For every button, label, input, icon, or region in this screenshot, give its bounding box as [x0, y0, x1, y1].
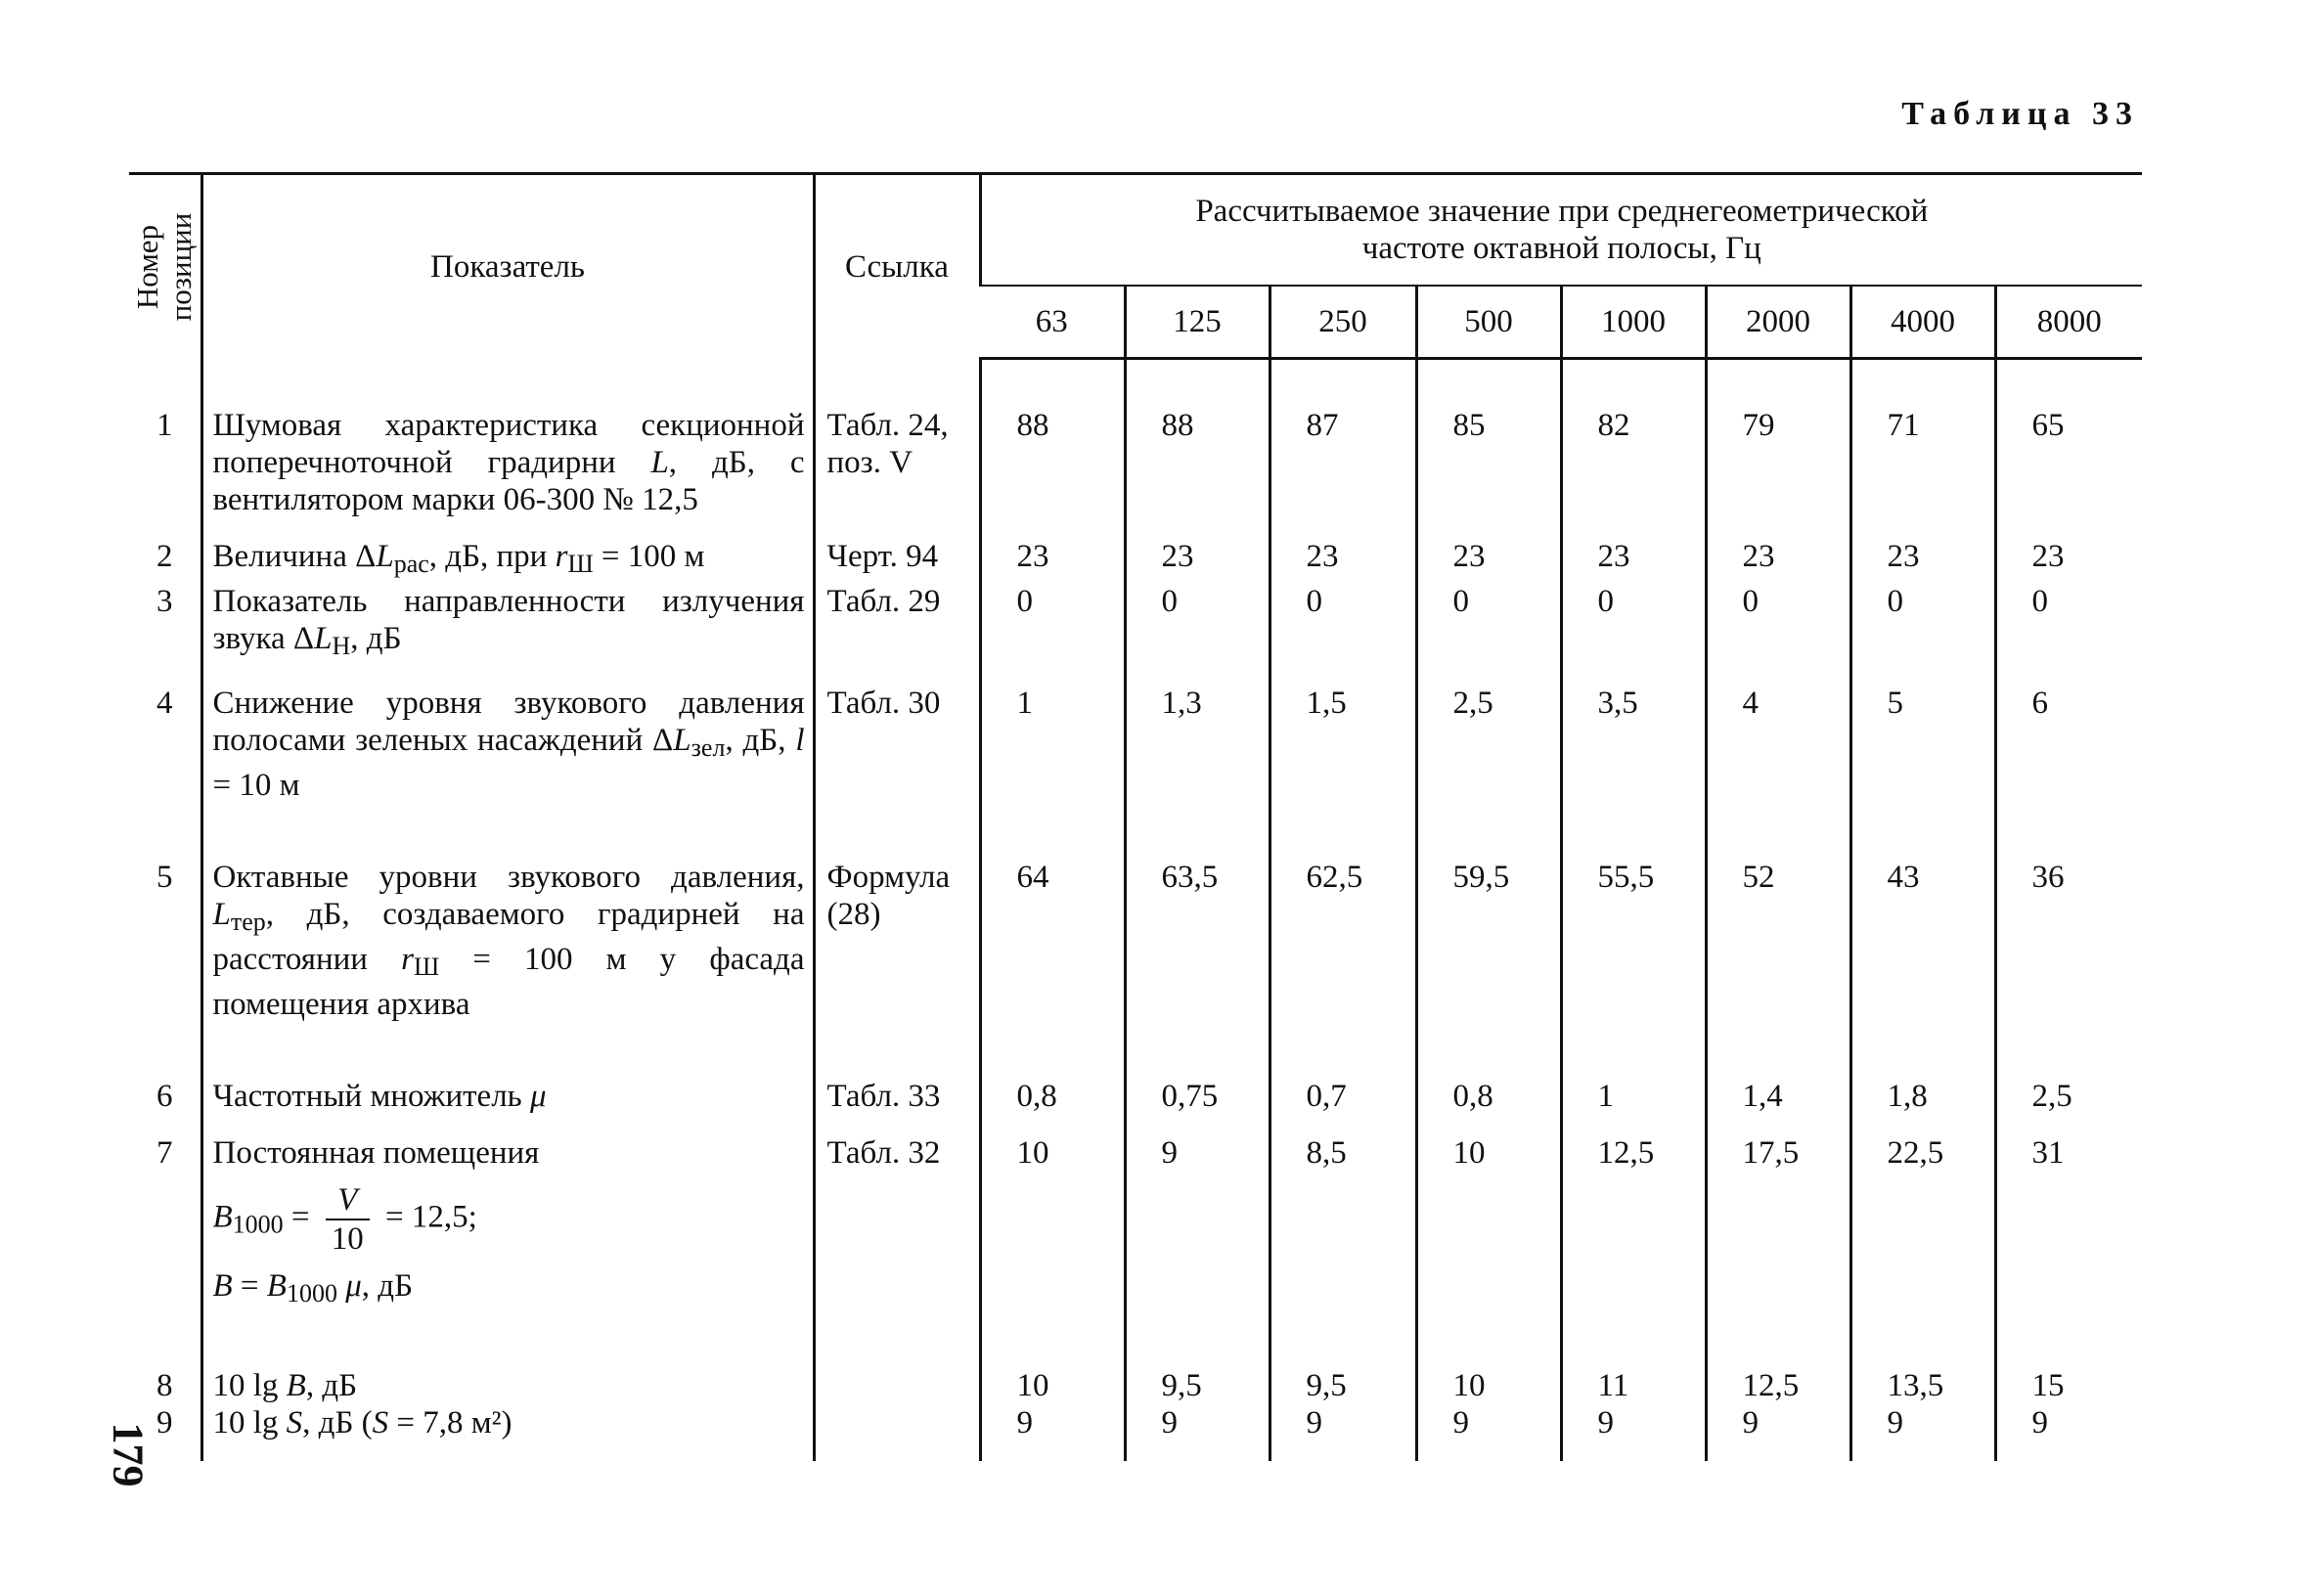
- row-value: 0,7: [1270, 1078, 1416, 1134]
- row-value: 10: [1416, 1134, 1561, 1367]
- row-value: 0: [1561, 583, 1706, 685]
- row-value: 22,5: [1850, 1134, 1995, 1367]
- table-row: [129, 1367, 2142, 1404]
- row-value: 11: [1561, 1367, 1706, 1404]
- row-value: 4: [1706, 685, 1850, 859]
- header-reference: Ссылка: [814, 174, 980, 359]
- table-row: [129, 685, 2142, 859]
- row-value: 9: [1850, 1404, 1995, 1461]
- table-row: [129, 1078, 2142, 1134]
- row-value: 1,8: [1850, 1078, 1995, 1134]
- row-number: 7: [156, 1135, 173, 1171]
- row-number: 5: [156, 860, 173, 895]
- row-value: 0: [1125, 583, 1270, 685]
- row-value: 64: [980, 859, 1125, 1078]
- row-value: 0: [1706, 583, 1850, 685]
- row-value: 1: [980, 685, 1125, 859]
- row-indicator: Показатель направленности излучения звука $\Delta L_Н$, дБ: [201, 583, 814, 685]
- row-value: 85: [1416, 407, 1561, 538]
- row-value: 59,5: [1416, 859, 1561, 1078]
- table-row: [129, 538, 2142, 583]
- header-indicator: Показатель: [201, 174, 814, 359]
- row-reference: Формула (28): [814, 859, 980, 1078]
- row-reference: Табл. 30: [814, 685, 980, 859]
- row-value: 2,5: [1416, 685, 1561, 859]
- row-reference: Табл. 33: [814, 1078, 980, 1134]
- row-indicator: Снижение уровня звукового давления полосами зеленых насаждений $\Delta L_{зел}$, дБ, l = 10 м: [201, 685, 814, 859]
- row-number: 2: [156, 539, 173, 574]
- row-indicator: Частотный множитель μ: [201, 1078, 814, 1134]
- table-row: [129, 1134, 2142, 1367]
- row-value: 8,5: [1270, 1134, 1416, 1367]
- header-freq: 250: [1270, 286, 1416, 359]
- row-value: 36: [1995, 859, 2142, 1078]
- row-value: 10: [980, 1367, 1125, 1404]
- row-value: 23: [980, 538, 1125, 583]
- row-value: 17,5: [1706, 1134, 1850, 1367]
- header-freq: 1000: [1561, 286, 1706, 359]
- row-indicator: Постоянная помещения $B_{1000}$ = $\frac{V}{10}$ = 12,5; $B = B_{1000}$ μ, дБ: [201, 1134, 814, 1367]
- row-value: 65: [1995, 407, 2142, 538]
- row-value: 87: [1270, 407, 1416, 538]
- row-value: 0: [980, 583, 1125, 685]
- row-value: 23: [1850, 538, 1995, 583]
- row-indicator: 10 lg S, дБ (S = 7,8 м²): [201, 1404, 814, 1461]
- row-value: 9: [1995, 1404, 2142, 1461]
- row-number: 6: [156, 1079, 173, 1114]
- row-value: 0: [1850, 583, 1995, 685]
- header-num-line2: позиции: [163, 212, 199, 322]
- table-header: [129, 174, 2142, 359]
- header-freq: 8000: [1995, 286, 2142, 359]
- octave-band-table: [129, 172, 2142, 1461]
- row-value: 23: [1706, 538, 1850, 583]
- table-title: Таблица 33: [1901, 96, 2139, 132]
- row-number: 8: [156, 1368, 173, 1403]
- row-value: 82: [1561, 407, 1706, 538]
- row-value: 23: [1561, 538, 1706, 583]
- header-group-line1: Рассчитываемое значение при среднегеометрической: [1195, 194, 1929, 229]
- header-freq: 4000: [1850, 286, 1995, 359]
- row-number: 1: [156, 408, 173, 443]
- header-frequency-group: [980, 174, 2142, 287]
- row-value: 9: [1125, 1404, 1270, 1461]
- row-value: 23: [1995, 538, 2142, 583]
- row-reference: [814, 1367, 980, 1404]
- row-value: 23: [1125, 538, 1270, 583]
- row-value: 0,8: [1416, 1078, 1561, 1134]
- row-value: 71: [1850, 407, 1995, 538]
- row-value: 12,5: [1561, 1134, 1706, 1367]
- table-row: [129, 1404, 2142, 1461]
- row-number: 9: [156, 1405, 173, 1441]
- header-position-number: [129, 174, 201, 359]
- row-value: 62,5: [1270, 859, 1416, 1078]
- row-reference: Табл. 29: [814, 583, 980, 685]
- table-row: [129, 407, 2142, 538]
- row-value: 63,5: [1125, 859, 1270, 1078]
- row-value: 2,5: [1995, 1078, 2142, 1134]
- row-value: 23: [1416, 538, 1561, 583]
- header-freq: 63: [980, 286, 1125, 359]
- row-value: 88: [980, 407, 1125, 538]
- row-value: 0,75: [1125, 1078, 1270, 1134]
- row-indicator: Октавные уровни звукового давления, $L_{тер}$, дБ, создаваемого градирней на расстоянии $r_Ш = 100$ м у фасада помещения архива: [201, 859, 814, 1078]
- row-number: 3: [156, 584, 173, 619]
- row-value: 9: [1416, 1404, 1561, 1461]
- row-reference: Табл. 32: [814, 1134, 980, 1367]
- formula-b: $B = B_{1000}$ μ, дБ: [212, 1268, 414, 1308]
- row-reference: Черт. 94: [814, 538, 980, 583]
- table-row: [129, 859, 2142, 1078]
- row-value: 31: [1995, 1134, 2142, 1367]
- table-body: [129, 359, 2142, 1462]
- row-value: 9: [1125, 1134, 1270, 1367]
- row-value: 1,5: [1270, 685, 1416, 859]
- row-value: 9,5: [1270, 1367, 1416, 1404]
- formula-b1000: $B_{1000}$ = $\frac{V}{10}$ = 12,5;: [212, 1182, 477, 1257]
- row-value: 9: [1706, 1404, 1850, 1461]
- row-value: 6: [1995, 685, 2142, 859]
- row-value: 9,5: [1125, 1367, 1270, 1404]
- page-number: 179: [104, 1422, 153, 1487]
- header-freq: 2000: [1706, 286, 1850, 359]
- row-value: 1,3: [1125, 685, 1270, 859]
- row-reference: Табл. 24, поз. V: [814, 407, 980, 538]
- row-indicator: Величина $\Delta L_{рас}$, дБ, при $r_Ш = 100$ м: [201, 538, 814, 583]
- row-value: 52: [1706, 859, 1850, 1078]
- row-value: 12,5: [1706, 1367, 1850, 1404]
- row-value: 9: [980, 1404, 1125, 1461]
- row-value: 1: [1561, 1078, 1706, 1134]
- row-value: 79: [1706, 407, 1850, 538]
- row-value: 0: [1416, 583, 1561, 685]
- row-value: 15: [1995, 1367, 2142, 1404]
- table-row: [129, 583, 2142, 685]
- row-value: 10: [980, 1134, 1125, 1367]
- row-value: 23: [1270, 538, 1416, 583]
- row-value: 43: [1850, 859, 1995, 1078]
- row-value: 0,8: [980, 1078, 1125, 1134]
- row-indicator: 10 lg B, дБ: [201, 1367, 814, 1404]
- row-value: 13,5: [1850, 1367, 1995, 1404]
- row-value: 55,5: [1561, 859, 1706, 1078]
- row-value: 1,4: [1706, 1078, 1850, 1134]
- row-value: 9: [1270, 1404, 1416, 1461]
- row-value: 9: [1561, 1404, 1706, 1461]
- row-value: 88: [1125, 407, 1270, 538]
- header-freq: 125: [1125, 286, 1270, 359]
- header-num-line1: Номер: [130, 224, 165, 309]
- row-value: 0: [1270, 583, 1416, 685]
- header-freq: 500: [1416, 286, 1561, 359]
- row-indicator: Шумовая характеристика секционной поперечноточной градирни L, дБ, с вентилятором марки 06-300 № 12,5: [201, 407, 814, 538]
- table-spacer: [129, 359, 2142, 408]
- row-value: 3,5: [1561, 685, 1706, 859]
- row-value: 0: [1995, 583, 2142, 685]
- row-value: 10: [1416, 1367, 1561, 1404]
- row-value: 5: [1850, 685, 1995, 859]
- header-group-line2: частоте октавной полосы, Гц: [1361, 231, 1761, 266]
- row-reference: [814, 1404, 980, 1461]
- row-number: 4: [156, 686, 173, 721]
